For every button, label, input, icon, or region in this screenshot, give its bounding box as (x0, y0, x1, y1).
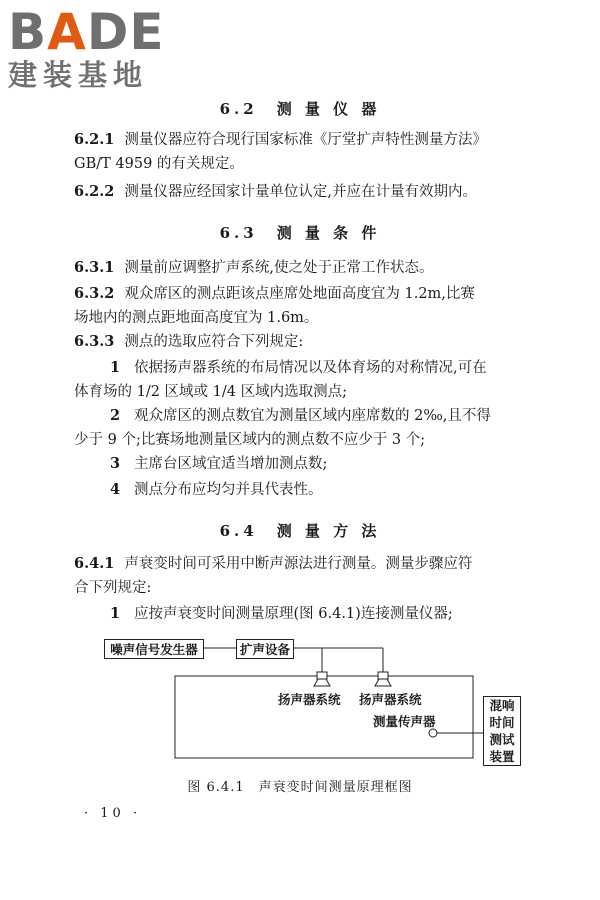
speaker-symbol (378, 672, 388, 679)
logo-chinese-text: 建装基地 (8, 58, 149, 92)
list-item: 3 主席台区域宜适当增加测点数; (110, 455, 328, 472)
amplifier-box: 扩声设备 (236, 639, 294, 659)
clause-6-3-1: 6.3.1 测量前应调整扩声系统,使之处于正常工作状态。 (74, 259, 434, 276)
site-logo (8, 3, 178, 92)
clause-6-3-2: 6.3.2 观众席区的测点距该点座席处地面高度宜为 1.2m,比赛 场地内的测点距地面高度宜为 1.6m。 (74, 285, 475, 326)
list-item: 1 依据扬声器系统的布局情况以及体育场的对称情况,可在 体育场的 1/2 区域或 1/4 区域内选取测点; (74, 359, 487, 400)
speaker-symbol (375, 679, 391, 686)
section-6-2-heading: 6.2 测 量 仪 器 (219, 100, 381, 118)
list-item: 4 测点分布应均匀并具代表性。 (110, 481, 323, 498)
logo-brand: BADE (8, 3, 165, 61)
speaker-label-2: 扬声器系统 (359, 692, 422, 707)
figure-caption: 图 6.4.1 声衰变时间测量原理框图 (187, 780, 413, 795)
microphone-symbol (429, 729, 437, 737)
clause-6-2-1: 6.2.1 测量仪器应符合现行国家标准《厅堂扩声特性测量方法》 GB/T 4959 的有关规定。 (74, 131, 487, 172)
decay-test-device-box: 混响 时间 测试 装置 (483, 696, 521, 766)
section-6-4-heading: 6.4 测 量 方 法 (219, 522, 381, 540)
speaker-label-1: 扬声器系统 (278, 692, 341, 707)
microphone-label: 测量传声器 (373, 714, 436, 729)
clause-6-3-3: 6.3.3 测点的选取应符合下列规定: (74, 333, 304, 350)
clause-6-2-2: 6.2.2 测量仪器应经国家计量单位认定,并应在计量有效期内。 (74, 183, 477, 200)
clause-6-4-1: 6.4.1 声衰变时间可采用中断声源法进行测量。测量步骤应符 合下列规定: (74, 555, 473, 596)
speaker-symbol (317, 672, 327, 679)
speaker-symbol (314, 679, 330, 686)
list-item: 1 应按声衰变时间测量原理(图 6.4.1)连接测量仪器; (110, 605, 453, 622)
section-6-3-heading: 6.3 测 量 条 件 (219, 224, 381, 242)
list-item: 2 观众席区的测点数宜为测量区域内座席数的 2‰,且不得 少于 9 个;比赛场地测量区域内的测点数不应少于 3 个; (74, 407, 491, 448)
noise-generator-box: 噪声信号发生器 (104, 639, 204, 659)
page-number: · 10 · (84, 806, 142, 821)
